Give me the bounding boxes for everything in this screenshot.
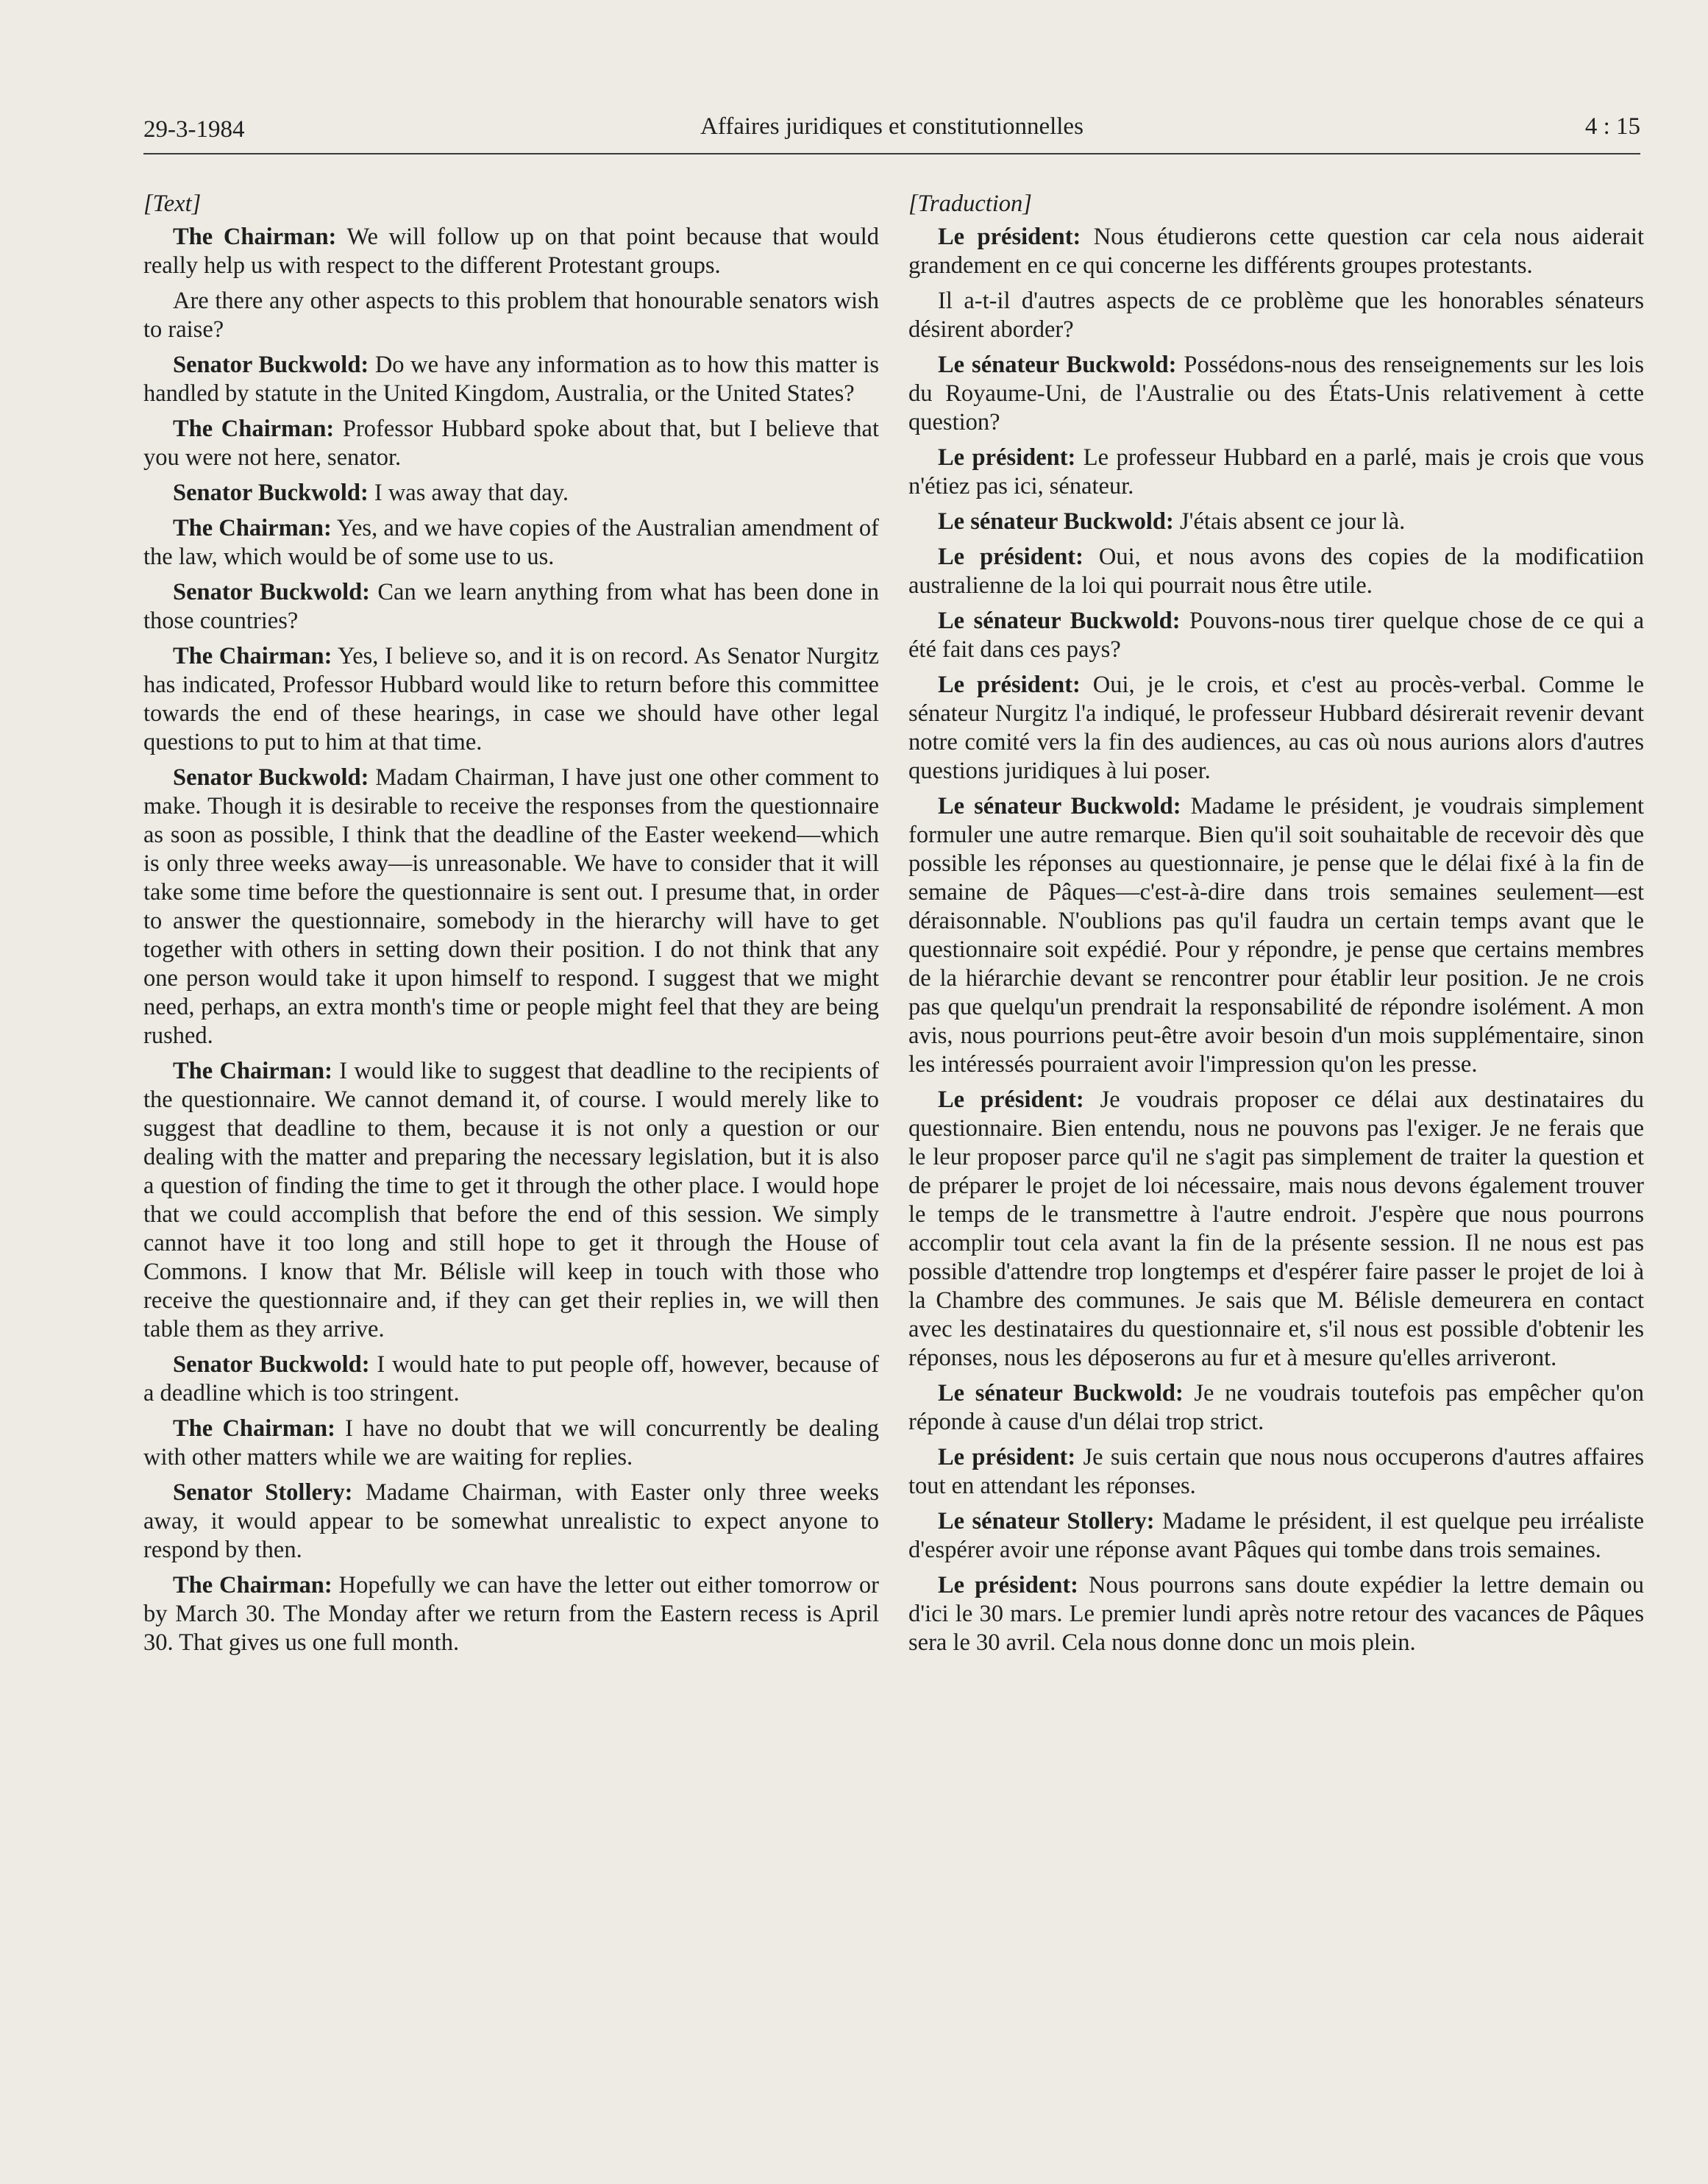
speaker: Senator Buckwold: [173,1351,370,1378]
paragraph [908,1571,1644,1657]
speaker: Le sénateur Buckwold: [938,1380,1184,1406]
speech: Je ne voudrais toutefois pas empêcher qu'on réponde à cause d'un délai trop strict. [908,1380,1644,1435]
paragraph [143,351,879,408]
speech: I would like to suggest that deadline to the recipients of the questionnaire. We cannot demand it, of course. I would merely like to suggest that deadline to them, because it is not only a question or our dealing with the matter and preparing the necessary legislation, but it is also a question of finding the time to get it through the other place. I would hope that we could accomplish that before the end of this session. We simply cannot have it too long and still hope to get it through the House of Commons. I know that Mr. Bélisle will keep in touch with those who receive the questionnaire and, if they can get their replies in, we will then table them as they arrive. [143,1058,880,1342]
paragraph [908,671,1644,786]
speech: Yes, I believe so, and it is on record. As Senator Nurgitz has indicated, Professor Hubbard would like to return before this committee towards the end of these hearings, in case we should have other legal questions to put to him at that time. [143,643,880,755]
paragraph [143,1479,879,1565]
paragraph [143,223,879,280]
header-date: 29-3-1984 [143,116,245,143]
paragraph [143,764,879,1050]
paragraph [143,1571,879,1657]
speaker: Le sénateur Buckwold: [938,608,1181,634]
speaker: The Chairman: [173,515,332,541]
paragraph [143,479,879,508]
paragraph [143,287,879,344]
paragraph [908,223,1644,280]
speech: Nous pourrons sans doute expédier la lettre demain ou d'ici le 30 mars. Le premier lundi après notre retour des vacances de Pâques sera le 30 avril. Cela nous donne donc un mois plein. [908,1572,1644,1656]
paragraph [143,578,879,636]
paragraph [908,508,1644,536]
paragraph [908,444,1644,501]
speaker: Le sénateur Buckwold: [938,793,1181,819]
speech: I have no doubt that we will concurrently be dealing with other matters while we are waiting for replies. [143,1415,879,1470]
speaker: Le président: [938,444,1076,471]
speech: Oui, je le crois, et c'est au procès-verbal. Comme le sénateur Nurgitz l'a indiqué, le professeur Hubbard désirerait revenir devant notre comité vers la fin des audiences, au cas où nous aurions alors d'autres questions juridiques à lui poser. [908,672,1644,784]
speech: Je suis certain que nous nous occuperons d'autres affaires tout en attendant les réponses. [908,1444,1644,1499]
speech: Je voudrais proposer ce délai aux destinataires du questionnaire. Bien entendu, nous ne pouvons pas l'exiger. Je ne ferais que le leur proposer parce qu'il ne s'agit pas simplement de traiter la question et de préparer le projet de loi nécessaire, mais nous devons également trouver le temps de le transmettre à l'autre endroit. J'espère que nous pourrons accomplir tout cela avant la fin de la présente session. Il ne nous est pas possible d'attendre trop longtemps et d'espérer faire passer le projet de loi à la Chambre des communes. Je sais que M. Bélisle demeurera en contact avec les destinataires du questionnaire et, s'il nous est possible d'obtenir les réponses, nous les déposerons au fur et à mesure qu'elles arriveront. [908,1086,1644,1371]
speech: Il a-t-il d'autres aspects de ce problème que les honorables sénateurs désirent aborder? [908,288,1644,343]
speaker: Senator Buckwold: [173,480,369,506]
paragraph [143,642,879,757]
paragraph [143,514,879,572]
speech: Professor Hubbard spoke about that, but I believe that you were not here, senator. [143,416,879,471]
speech: Yes, and we have copies of the Australian amendment of the law, which would be of some use to us. [143,515,879,570]
speech: Madam Chairman, I have just one other comment to make. Though it is desirable to receive the responses from the questionnaire as soon as possible, I think that the deadline of the Easter weekend—which is only three weeks away—is unreasonable. We have to consider that it will take some time before the questionnaire is sent out. I presume that, in order to answer the questionnaire, somebody in the hierarchy will have to get together with others in setting down their position. I do not think that any one person would take it upon himself to respond. I suggest that we might need, perhaps, an extra month's time or people might feel that they are being rushed. [143,764,879,1049]
paragraph [908,351,1644,437]
speaker: Le président: [938,544,1083,570]
speech: Nous étudierons cette question car cela nous aiderait grandement en ce qui concerne les différents groupes protestants. [908,224,1644,279]
speech: J'étais absent ce jour là. [1173,508,1406,535]
header-page-number: 4 : 15 [1584,113,1640,140]
speaker: Le sénateur Buckwold: [938,352,1177,378]
speech: Do we have any information as to how this matter is handled by statute in the United Kingdom, Australia, or the United States? [143,352,879,407]
text-marker: [Text] [143,191,202,217]
paragraph [908,1379,1644,1437]
speaker: The Chairman: [173,1415,335,1442]
speaker: Le sénateur Buckwold: [938,508,1174,535]
english-column [143,190,879,1664]
speaker: Le président: [938,1572,1078,1598]
speaker: The Chairman: [173,416,335,442]
speaker: The Chairman: [173,1058,332,1084]
paragraph [908,1443,1644,1501]
speaker: The Chairman: [173,1572,332,1598]
paragraph [908,1086,1644,1373]
speaker: Le président: [938,1086,1084,1113]
speech: Can we learn anything from what has been done in those countries? [143,579,879,634]
paragraph [908,543,1644,600]
running-header [143,110,1640,154]
paragraph [908,792,1644,1079]
speech: I would hate to put people off, however, because of a deadline which is too stringent. [143,1351,879,1406]
translation-marker: [Traduction] [908,191,1032,217]
paragraph [143,415,879,472]
speaker: The Chairman: [173,643,332,669]
speaker: Senator Stollery: [173,1479,353,1506]
speaker: The Chairman: [173,224,337,250]
speech: Oui, et nous avons des copies de la modificatiion australienne de la loi qui pourrait nous être utile. [908,544,1644,599]
speech: Possédons-nous des renseignements sur les lois du Royaume-Uni, de l'Australie ou des États-Unis relativement à cette question? [908,352,1644,435]
speaker: Senator Buckwold: [173,352,369,378]
speech: Pouvons-nous tirer quelque chose de ce qui a été fait dans ces pays? [908,608,1644,663]
french-column [908,190,1644,1664]
speech: Are there any other aspects to this problem that honourable senators wish to raise? [143,288,879,343]
paragraph [908,607,1644,664]
speaker: Le président: [938,672,1081,698]
speech: Madame le président, il est quelque peu irréaliste d'espérer avoir une réponse avant Pâques qui tombe dans trois semaines. [908,1508,1644,1563]
speaker: Le sénateur Stollery: [938,1508,1155,1534]
paragraph [908,287,1644,344]
paragraph [143,1351,879,1408]
speech: Madame le président, je voudrais simplement formuler une autre remarque. Bien qu'il soit souhaitable de recevoir dès que possible les réponses au questionnaire, je pense que le délai fixé à la fin de semaine de Pâques—c'est-à-dire dans trois semaines seulement—est déraisonnable. N'oublions pas qu'il faudra un certain temps avant que le questionnaire soit expédié. Pour y répondre, je pense que certains membres de la hiérarchie devant se rencontrer pour établir leur position. Je ne crois pas que quelqu'un prendrait la responsabilité de répondre isolément. A mon avis, nous pourrions peut-être avoir besoin d'un mois supplémentaire, sinon les intéressés pourraient avoir l'impression qu'on les presse. [908,793,1644,1078]
speech: Hopefully we can have the letter out either tomorrow or by March 30. The Monday after we return from the Eastern recess is April 30. That gives us one full month. [143,1572,879,1656]
speech: Le professeur Hubbard en a parlé, mais je crois que vous n'étiez pas ici, sénateur. [908,444,1644,499]
speech: I was away that day. [368,480,569,506]
speech: Madame Chairman, with Easter only three weeks away, it would appear to be somewhat unrealistic to expect anyone to respond by then. [143,1479,879,1563]
speaker: Le président: [938,224,1081,250]
speaker: Le président: [938,1444,1076,1470]
speaker: Senator Buckwold: [173,579,370,605]
speaker: Senator Buckwold: [173,764,369,791]
paragraph [143,1415,879,1472]
paragraph [908,1507,1644,1565]
speech: We will follow up on that point because that would really help us with respect to the different Protestant groups. [143,224,879,279]
header-title: Affaires juridiques et constitutionnelles [700,113,1083,140]
paragraph [143,1057,879,1344]
